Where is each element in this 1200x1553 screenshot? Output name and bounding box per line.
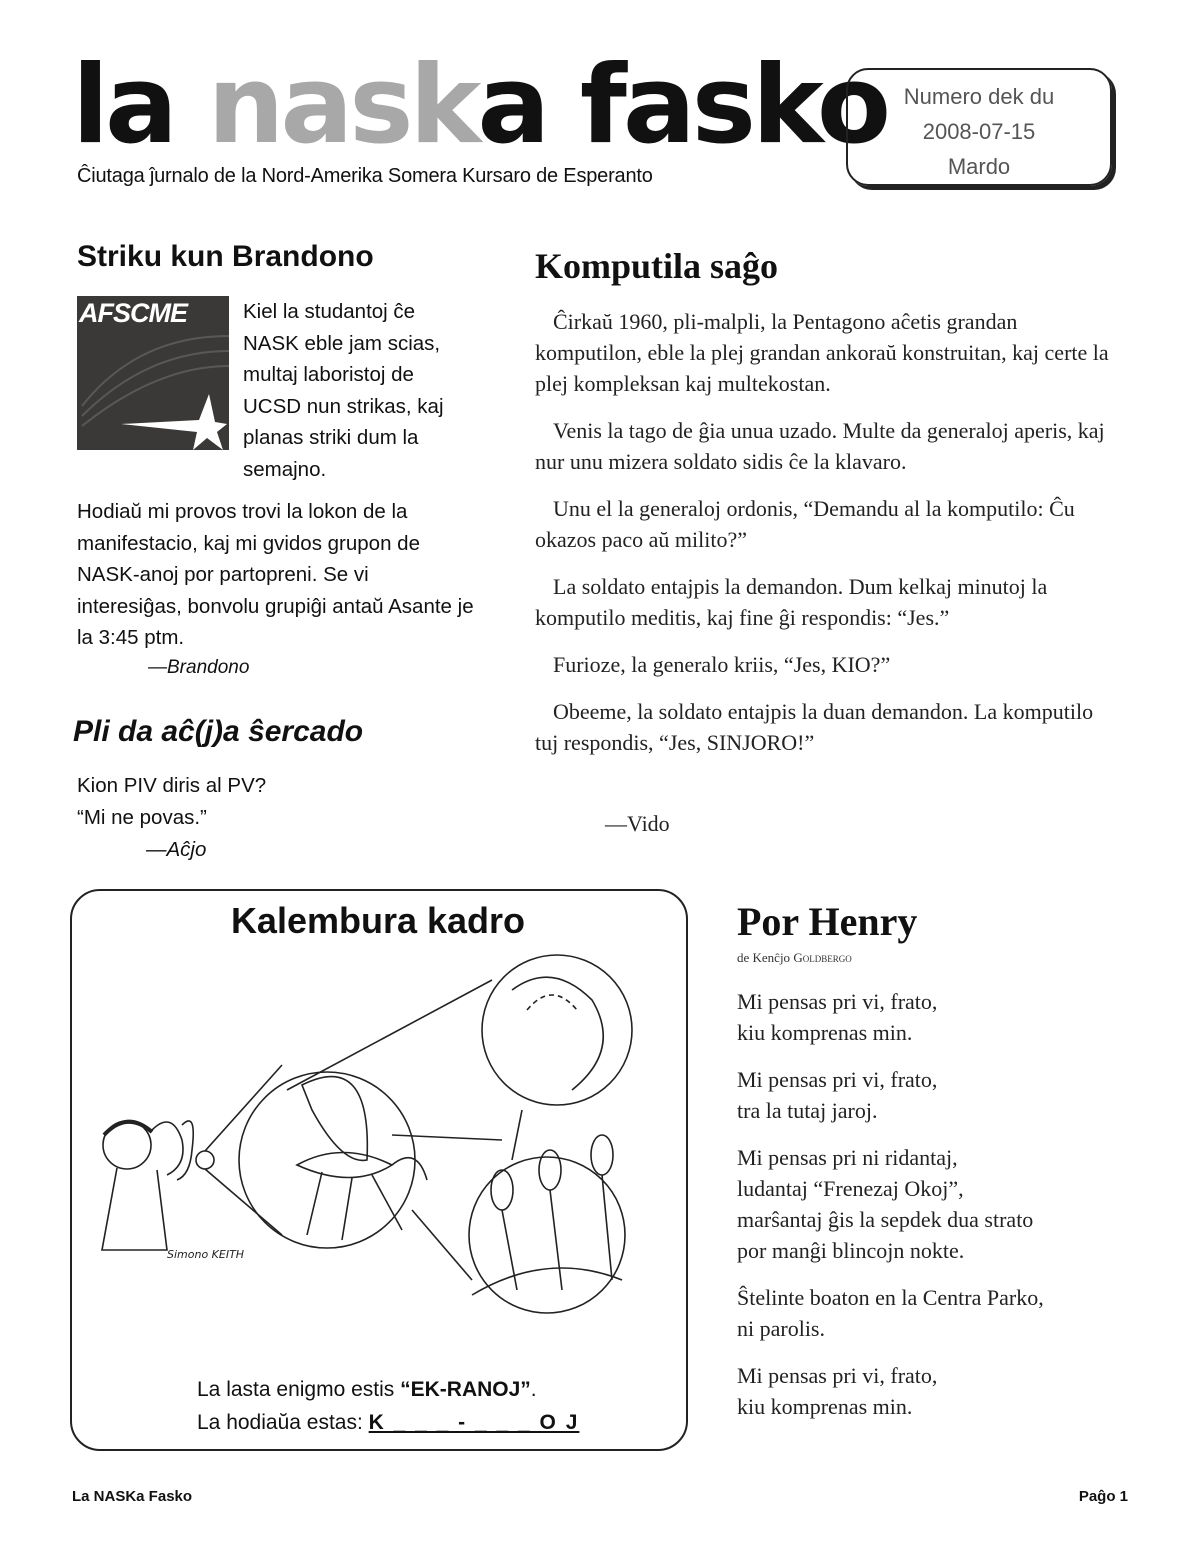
computer-paragraph: Furioze, la generalo kriis, “Jes, KIO?” (553, 652, 891, 677)
monster-shape (177, 1121, 193, 1180)
joke-line-1: Kion PIV diris al PV? (77, 774, 267, 797)
zoom-detail-top (512, 977, 603, 1090)
poem-author: de Kenĉjo Goldbergo (737, 950, 852, 965)
poem-stanza: Mi pensas pri ni ridantaj, ludantaj “Frenezaj Okoj”, marŝantaj ĝis la sepdek dua strato por manĝi blincojn nokte. (737, 1145, 1034, 1263)
cartoon-title: Kalembura kadro (230, 900, 526, 941)
last-puzzle-answer: “EK-RANOJ” (400, 1378, 531, 1401)
strike-paragraph-2: Hodiaŭ mi provos trovi la lokon de la manifestacio, kaj mi gvidos grupon de NASK-anoj por partopreni. Se vi interesiĝas, bonvolu grupiĝi antaŭ Asante je la 3:45 ptm. (77, 500, 474, 649)
strike-heading: Striku kun Brandono (77, 240, 374, 273)
computer-paragraph: Unu el la generaloj ordonis, “Demandu al la komputilo: Ĉu okazos paco aŭ milito?” (535, 496, 1075, 552)
small-lens (196, 1151, 214, 1169)
mosquito-head (392, 1158, 427, 1180)
poem-title: Por Henry (737, 899, 918, 944)
poem-stanza: Mi pensas pri vi, frato, kiu komprenas min. (737, 1363, 938, 1419)
strike-paragraph-1: Kiel la studantoj ĉe NASK eble jam scias, multaj laboristoj de UCSD nun strikas, kaj planas striki dum la semajno. (243, 300, 444, 481)
computer-paragraph: La soldato entajpis la demandon. Dum kelkaj minutoj la komputilo meditis, kaj fine ĝi respondis: “Jes.” (535, 574, 1048, 630)
poem-stanza: Mi pensas pri vi, frato, tra la tutaj jaroj. (737, 1067, 938, 1123)
issue-number: Numero dek du (903, 84, 1055, 109)
logo-text: AFSCME (79, 298, 187, 328)
mosquito-wing (302, 1077, 367, 1161)
puzzle-text (197, 1373, 579, 1439)
poem-stanza: Mi pensas pri vi, frato, kiu komprenas min. (737, 989, 938, 1045)
person-body (102, 1168, 167, 1250)
afscme-logo (77, 296, 229, 450)
sensillum-1 (491, 1170, 513, 1210)
computer-paragraph: Venis la tago de ĝia unua uzado. Multe da generaloj aperis, kaj nur unu mizera soldato sidis ĉe la klavaro. (535, 418, 1105, 474)
joke-heading: Pli da aĉ(j)a ŝercado (73, 715, 364, 748)
artist-signature: Simono KEITH (167, 1248, 245, 1261)
person-hair (104, 1122, 152, 1135)
zoom-circle-top (482, 955, 632, 1105)
newspaper-subtitle: Ĉiutaga ĵurnalo de la Nord-Amerika Somera Kursaro de Esperanto (77, 165, 653, 187)
today-puzzle-line: La hodiaŭa estas: K _ _ _ - _ _ _ O J (197, 1411, 580, 1434)
cartoon-illustration (72, 950, 686, 1360)
joke-signature: —Aĉjo (146, 838, 207, 861)
newspaper-title: la naska fasko (72, 43, 888, 168)
mosquito-body (297, 1153, 392, 1178)
poem-stanza: Ŝtelinte boaton en la Centra Parko, ni parolis. (737, 1285, 1044, 1341)
computer-heading: Komputila saĝo (535, 246, 779, 286)
issue-box (846, 68, 1112, 186)
sensillum-2 (539, 1150, 561, 1190)
today-puzzle-pattern: K _ _ _ - _ _ _ O J (368, 1411, 580, 1434)
person-arm (152, 1122, 183, 1175)
footer-publication: La NASKa Fasko (72, 1488, 193, 1505)
issue-date: 2008-07-15 (922, 119, 1036, 144)
poem-body (737, 986, 1157, 1438)
computer-paragraph: Obeeme, la soldato entajpis la duan demandon. La komputilo tuj respondis, “Jes, SINJORO!” (535, 699, 1094, 755)
last-puzzle-line: La lasta enigmo estis “EK-RANOJ”. (197, 1378, 537, 1401)
footer-page-number: Paĝo 1 (1078, 1488, 1128, 1505)
joke-line-2: “Mi ne povas.” (77, 806, 207, 829)
logo-star-graphic (77, 296, 229, 450)
strike-signature: —Brandono (148, 657, 250, 678)
issue-weekday: Mardo (947, 154, 1011, 179)
computer-article-body (535, 306, 1110, 774)
computer-signature: —Vido (605, 811, 670, 836)
computer-paragraph: Ĉirkaŭ 1960, pli-malpli, la Pentagono aĉetis grandan komputilon, eble la plej grandan ankoraŭ konstruitan, kaj certe la plej kompleksan kaj multekostan. (535, 309, 1109, 396)
sensillum-3 (591, 1135, 613, 1175)
